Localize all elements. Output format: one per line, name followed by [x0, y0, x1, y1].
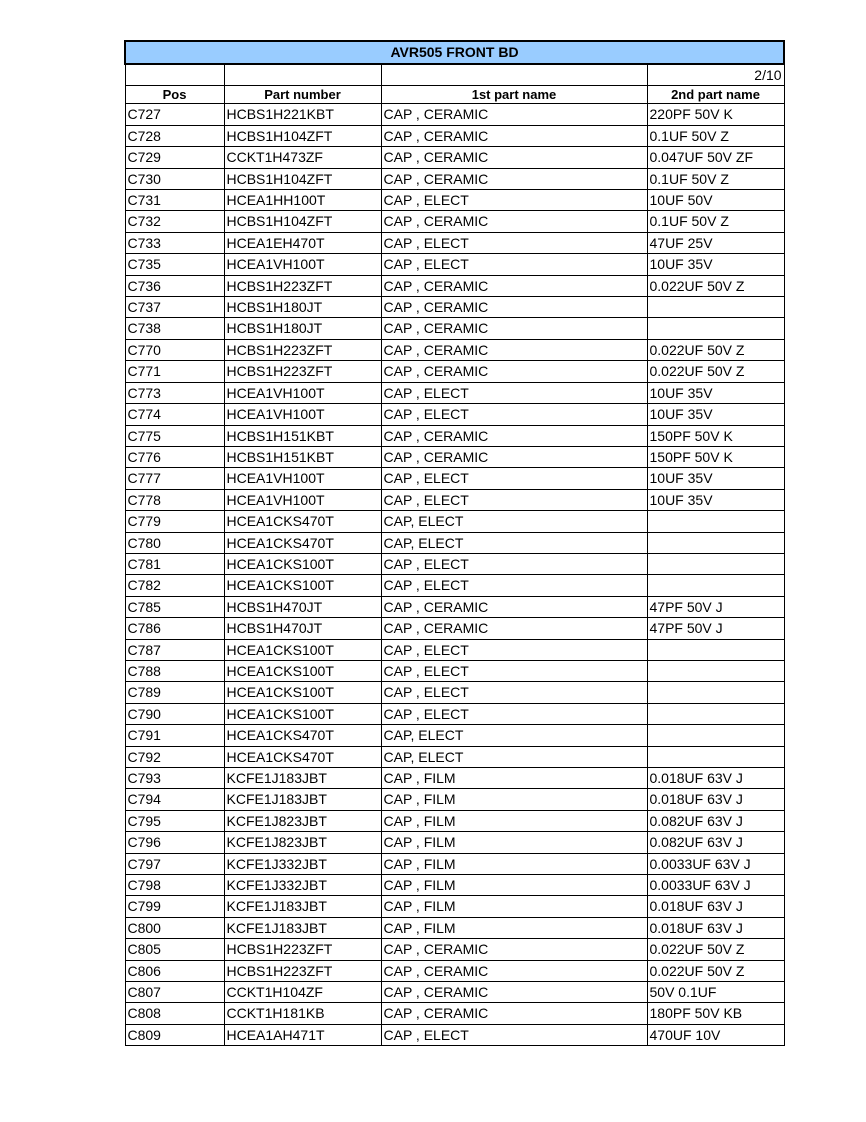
table-row	[125, 639, 784, 660]
cell-2nd-part-name	[647, 639, 784, 660]
cell-2nd-part-name: 180PF 50V KB	[647, 1003, 784, 1024]
cell-1st-part-name: CAP , ELECT	[381, 682, 647, 703]
cell-pos: C732	[125, 211, 224, 232]
cell-1st-part-name: CAP , CERAMIC	[381, 446, 647, 467]
table-row	[125, 832, 784, 853]
cell-part-number: HCEA1CKS100T	[224, 682, 381, 703]
cell-part-number: HCEA1CKS100T	[224, 553, 381, 574]
cell-pos: C805	[125, 939, 224, 960]
parts-table	[124, 40, 785, 1046]
cell-part-number: HCBS1H223ZFT	[224, 275, 381, 296]
cell-part-number: HCEA1VH100T	[224, 489, 381, 510]
cell-pos: C774	[125, 404, 224, 425]
table-row	[125, 725, 784, 746]
cell-part-number: KCFE1J183JBT	[224, 768, 381, 789]
cell-part-number: HCBS1H223ZFT	[224, 339, 381, 360]
table-row	[125, 489, 784, 510]
cell-part-number: HCBS1H104ZFT	[224, 211, 381, 232]
cell-1st-part-name: CAP , CERAMIC	[381, 960, 647, 981]
cell-part-number: HCEA1CKS100T	[224, 703, 381, 724]
cell-1st-part-name: CAP , CERAMIC	[381, 339, 647, 360]
cell-part-number: HCBS1H223ZFT	[224, 361, 381, 382]
cell-1st-part-name: CAP, ELECT	[381, 746, 647, 767]
cell-part-number: HCBS1H180JT	[224, 297, 381, 318]
cell-1st-part-name: CAP , ELECT	[381, 254, 647, 275]
cell-pos: C790	[125, 703, 224, 724]
cell-part-number: HCEA1CKS470T	[224, 532, 381, 553]
cell-1st-part-name: CAP, ELECT	[381, 532, 647, 553]
cell-1st-part-name: CAP , FILM	[381, 875, 647, 896]
cell-pos: C779	[125, 511, 224, 532]
cell-pos: C778	[125, 489, 224, 510]
cell-2nd-part-name: 150PF 50V K	[647, 446, 784, 467]
table-row	[125, 297, 784, 318]
table-row	[125, 275, 784, 296]
cell-pos: C809	[125, 1024, 224, 1045]
cell-pos: C727	[125, 104, 224, 125]
cell-part-number: HCEA1VH100T	[224, 254, 381, 275]
table-row	[125, 104, 784, 125]
cell-part-number: HCEA1CKS470T	[224, 725, 381, 746]
cell-2nd-part-name: 0.018UF 63V J	[647, 789, 784, 810]
cell-1st-part-name: CAP , CERAMIC	[381, 318, 647, 339]
cell-2nd-part-name: 0.047UF 50V ZF	[647, 147, 784, 168]
cell-2nd-part-name: 10UF 35V	[647, 254, 784, 275]
table-row	[125, 660, 784, 681]
cell-2nd-part-name: 0.0033UF 63V J	[647, 853, 784, 874]
cell-pos: C737	[125, 297, 224, 318]
cell-1st-part-name: CAP , CERAMIC	[381, 425, 647, 446]
blank-cell	[224, 64, 381, 86]
cell-1st-part-name: CAP , ELECT	[381, 232, 647, 253]
page-row	[125, 64, 784, 86]
table-row	[125, 147, 784, 168]
cell-pos: C798	[125, 875, 224, 896]
cell-part-number: KCFE1J823JBT	[224, 810, 381, 831]
table-row	[125, 703, 784, 724]
cell-part-number: HCEA1CKS100T	[224, 575, 381, 596]
cell-1st-part-name: CAP , ELECT	[381, 660, 647, 681]
cell-part-number: HCBS1H470JT	[224, 596, 381, 617]
page-number: 2/10	[647, 64, 784, 86]
cell-2nd-part-name: 0.022UF 50V Z	[647, 339, 784, 360]
table-row	[125, 768, 784, 789]
cell-part-number: KCFE1J183JBT	[224, 917, 381, 938]
cell-2nd-part-name	[647, 553, 784, 574]
cell-2nd-part-name	[647, 725, 784, 746]
cell-1st-part-name: CAP , ELECT	[381, 489, 647, 510]
cell-2nd-part-name: 0.1UF 50V Z	[647, 211, 784, 232]
cell-pos: C807	[125, 982, 224, 1003]
cell-pos: C782	[125, 575, 224, 596]
cell-2nd-part-name: 0.1UF 50V Z	[647, 168, 784, 189]
cell-part-number: HCEA1AH471T	[224, 1024, 381, 1045]
cell-part-number: HCBS1H223ZFT	[224, 960, 381, 981]
cell-2nd-part-name: 10UF 35V	[647, 382, 784, 403]
cell-part-number: CCKT1H104ZF	[224, 982, 381, 1003]
table-row	[125, 575, 784, 596]
table-row	[125, 446, 784, 467]
cell-part-number: HCEA1EH470T	[224, 232, 381, 253]
cell-2nd-part-name	[647, 532, 784, 553]
cell-2nd-part-name	[647, 682, 784, 703]
table-row	[125, 532, 784, 553]
cell-part-number: HCBS1H470JT	[224, 618, 381, 639]
cell-2nd-part-name: 0.018UF 63V J	[647, 896, 784, 917]
cell-1st-part-name: CAP , ELECT	[381, 404, 647, 425]
cell-part-number: HCEA1VH100T	[224, 468, 381, 489]
table-row	[125, 789, 784, 810]
header-1st-part-name: 1st part name	[381, 86, 647, 104]
cell-pos: C791	[125, 725, 224, 746]
cell-part-number: HCEA1VH100T	[224, 382, 381, 403]
cell-1st-part-name: CAP , CERAMIC	[381, 147, 647, 168]
cell-pos: C775	[125, 425, 224, 446]
table-row	[125, 896, 784, 917]
cell-2nd-part-name: 220PF 50V K	[647, 104, 784, 125]
cell-1st-part-name: CAP , ELECT	[381, 639, 647, 660]
blank-cell	[381, 64, 647, 86]
cell-pos: C736	[125, 275, 224, 296]
cell-2nd-part-name: 0.022UF 50V Z	[647, 275, 784, 296]
cell-pos: C770	[125, 339, 224, 360]
table-row	[125, 339, 784, 360]
table-row	[125, 618, 784, 639]
table-row	[125, 425, 784, 446]
cell-2nd-part-name	[647, 575, 784, 596]
cell-1st-part-name: CAP , FILM	[381, 896, 647, 917]
cell-pos: C792	[125, 746, 224, 767]
cell-pos: C795	[125, 810, 224, 831]
table-row	[125, 917, 784, 938]
cell-1st-part-name: CAP , CERAMIC	[381, 168, 647, 189]
cell-2nd-part-name	[647, 511, 784, 532]
cell-pos: C808	[125, 1003, 224, 1024]
cell-2nd-part-name: 10UF 35V	[647, 489, 784, 510]
blank-cell	[125, 64, 224, 86]
cell-pos: C781	[125, 553, 224, 574]
cell-pos: C733	[125, 232, 224, 253]
cell-part-number: HCBS1H151KBT	[224, 425, 381, 446]
table-row	[125, 1024, 784, 1045]
table-row	[125, 211, 784, 232]
cell-1st-part-name: CAP , CERAMIC	[381, 361, 647, 382]
cell-pos: C787	[125, 639, 224, 660]
cell-part-number: HCBS1H223ZFT	[224, 939, 381, 960]
cell-1st-part-name: CAP , FILM	[381, 789, 647, 810]
cell-2nd-part-name: 0.018UF 63V J	[647, 917, 784, 938]
cell-1st-part-name: CAP , ELECT	[381, 703, 647, 724]
cell-1st-part-name: CAP , ELECT	[381, 575, 647, 596]
cell-1st-part-name: CAP , CERAMIC	[381, 275, 647, 296]
cell-1st-part-name: CAP , CERAMIC	[381, 596, 647, 617]
title-row	[125, 41, 784, 64]
table-row	[125, 746, 784, 767]
table-row	[125, 382, 784, 403]
cell-1st-part-name: CAP, ELECT	[381, 725, 647, 746]
cell-part-number: HCEA1CKS470T	[224, 746, 381, 767]
cell-1st-part-name: CAP , CERAMIC	[381, 618, 647, 639]
header-row	[125, 86, 784, 104]
cell-2nd-part-name: 0.018UF 63V J	[647, 768, 784, 789]
cell-2nd-part-name: 0.022UF 50V Z	[647, 939, 784, 960]
cell-2nd-part-name: 0.1UF 50V Z	[647, 125, 784, 146]
cell-1st-part-name: CAP , CERAMIC	[381, 1003, 647, 1024]
cell-1st-part-name: CAP , FILM	[381, 768, 647, 789]
table-row	[125, 511, 784, 532]
cell-2nd-part-name: 0.082UF 63V J	[647, 810, 784, 831]
cell-part-number: HCBS1H180JT	[224, 318, 381, 339]
cell-part-number: HCBS1H151KBT	[224, 446, 381, 467]
cell-2nd-part-name: 470UF 10V	[647, 1024, 784, 1045]
table-row	[125, 982, 784, 1003]
table-row	[125, 596, 784, 617]
cell-part-number: HCEA1VH100T	[224, 404, 381, 425]
header-part-number: Part number	[224, 86, 381, 104]
cell-pos: C796	[125, 832, 224, 853]
cell-pos: C794	[125, 789, 224, 810]
cell-2nd-part-name: 0.0033UF 63V J	[647, 875, 784, 896]
cell-pos: C771	[125, 361, 224, 382]
cell-2nd-part-name: 50V 0.1UF	[647, 982, 784, 1003]
table-row	[125, 939, 784, 960]
cell-part-number: HCBS1H221KBT	[224, 104, 381, 125]
header-2nd-part-name: 2nd part name	[647, 86, 784, 104]
cell-1st-part-name: CAP , ELECT	[381, 382, 647, 403]
cell-2nd-part-name: 10UF 35V	[647, 404, 784, 425]
cell-pos: C789	[125, 682, 224, 703]
cell-part-number: KCFE1J823JBT	[224, 832, 381, 853]
table-row	[125, 1003, 784, 1024]
cell-1st-part-name: CAP , CERAMIC	[381, 939, 647, 960]
cell-1st-part-name: CAP , CERAMIC	[381, 982, 647, 1003]
cell-part-number: HCBS1H104ZFT	[224, 125, 381, 146]
table-row	[125, 232, 784, 253]
cell-pos: C777	[125, 468, 224, 489]
cell-part-number: HCEA1CKS100T	[224, 660, 381, 681]
cell-pos: C728	[125, 125, 224, 146]
table-row	[125, 404, 784, 425]
table-row	[125, 254, 784, 275]
cell-1st-part-name: CAP , CERAMIC	[381, 125, 647, 146]
table-row	[125, 853, 784, 874]
cell-part-number: CCKT1H473ZF	[224, 147, 381, 168]
sheet-title: AVR505 FRONT BD	[125, 41, 784, 64]
table-row	[125, 318, 784, 339]
cell-1st-part-name: CAP , CERAMIC	[381, 297, 647, 318]
cell-2nd-part-name	[647, 318, 784, 339]
cell-pos: C729	[125, 147, 224, 168]
cell-1st-part-name: CAP, ELECT	[381, 511, 647, 532]
table-row	[125, 125, 784, 146]
cell-pos: C786	[125, 618, 224, 639]
cell-part-number: KCFE1J332JBT	[224, 853, 381, 874]
cell-2nd-part-name	[647, 703, 784, 724]
cell-1st-part-name: CAP , ELECT	[381, 553, 647, 574]
cell-pos: C731	[125, 190, 224, 211]
cell-part-number: HCBS1H104ZFT	[224, 168, 381, 189]
cell-pos: C735	[125, 254, 224, 275]
cell-part-number: KCFE1J183JBT	[224, 896, 381, 917]
cell-2nd-part-name: 47PF 50V J	[647, 618, 784, 639]
table-row	[125, 682, 784, 703]
table-row	[125, 361, 784, 382]
cell-part-number: CCKT1H181KB	[224, 1003, 381, 1024]
cell-2nd-part-name	[647, 746, 784, 767]
cell-pos: C785	[125, 596, 224, 617]
cell-part-number: HCEA1HH100T	[224, 190, 381, 211]
cell-2nd-part-name: 10UF 50V	[647, 190, 784, 211]
cell-part-number: KCFE1J183JBT	[224, 789, 381, 810]
cell-2nd-part-name: 10UF 35V	[647, 468, 784, 489]
cell-2nd-part-name	[647, 297, 784, 318]
cell-2nd-part-name: 150PF 50V K	[647, 425, 784, 446]
cell-1st-part-name: CAP , FILM	[381, 810, 647, 831]
table-row	[125, 168, 784, 189]
table-row	[125, 810, 784, 831]
cell-2nd-part-name: 0.022UF 50V Z	[647, 361, 784, 382]
header-pos: Pos	[125, 86, 224, 104]
cell-1st-part-name: CAP , ELECT	[381, 1024, 647, 1045]
cell-part-number: KCFE1J332JBT	[224, 875, 381, 896]
table-row	[125, 960, 784, 981]
table-row	[125, 190, 784, 211]
cell-pos: C800	[125, 917, 224, 938]
cell-pos: C788	[125, 660, 224, 681]
table-row	[125, 553, 784, 574]
cell-2nd-part-name: 47UF 25V	[647, 232, 784, 253]
cell-1st-part-name: CAP , FILM	[381, 917, 647, 938]
cell-2nd-part-name	[647, 660, 784, 681]
cell-1st-part-name: CAP , ELECT	[381, 190, 647, 211]
cell-1st-part-name: CAP , FILM	[381, 832, 647, 853]
cell-1st-part-name: CAP , ELECT	[381, 468, 647, 489]
cell-pos: C773	[125, 382, 224, 403]
cell-pos: C793	[125, 768, 224, 789]
cell-1st-part-name: CAP , FILM	[381, 853, 647, 874]
cell-2nd-part-name: 0.082UF 63V J	[647, 832, 784, 853]
cell-pos: C776	[125, 446, 224, 467]
table-row	[125, 875, 784, 896]
cell-pos: C799	[125, 896, 224, 917]
cell-pos: C730	[125, 168, 224, 189]
cell-part-number: HCEA1CKS100T	[224, 639, 381, 660]
cell-2nd-part-name: 0.022UF 50V Z	[647, 960, 784, 981]
cell-part-number: HCEA1CKS470T	[224, 511, 381, 532]
cell-2nd-part-name: 47PF 50V J	[647, 596, 784, 617]
cell-1st-part-name: CAP , CERAMIC	[381, 104, 647, 125]
table-row	[125, 468, 784, 489]
cell-pos: C797	[125, 853, 224, 874]
cell-pos: C738	[125, 318, 224, 339]
cell-pos: C780	[125, 532, 224, 553]
cell-pos: C806	[125, 960, 224, 981]
cell-1st-part-name: CAP , CERAMIC	[381, 211, 647, 232]
parts-table-body	[125, 41, 784, 1046]
